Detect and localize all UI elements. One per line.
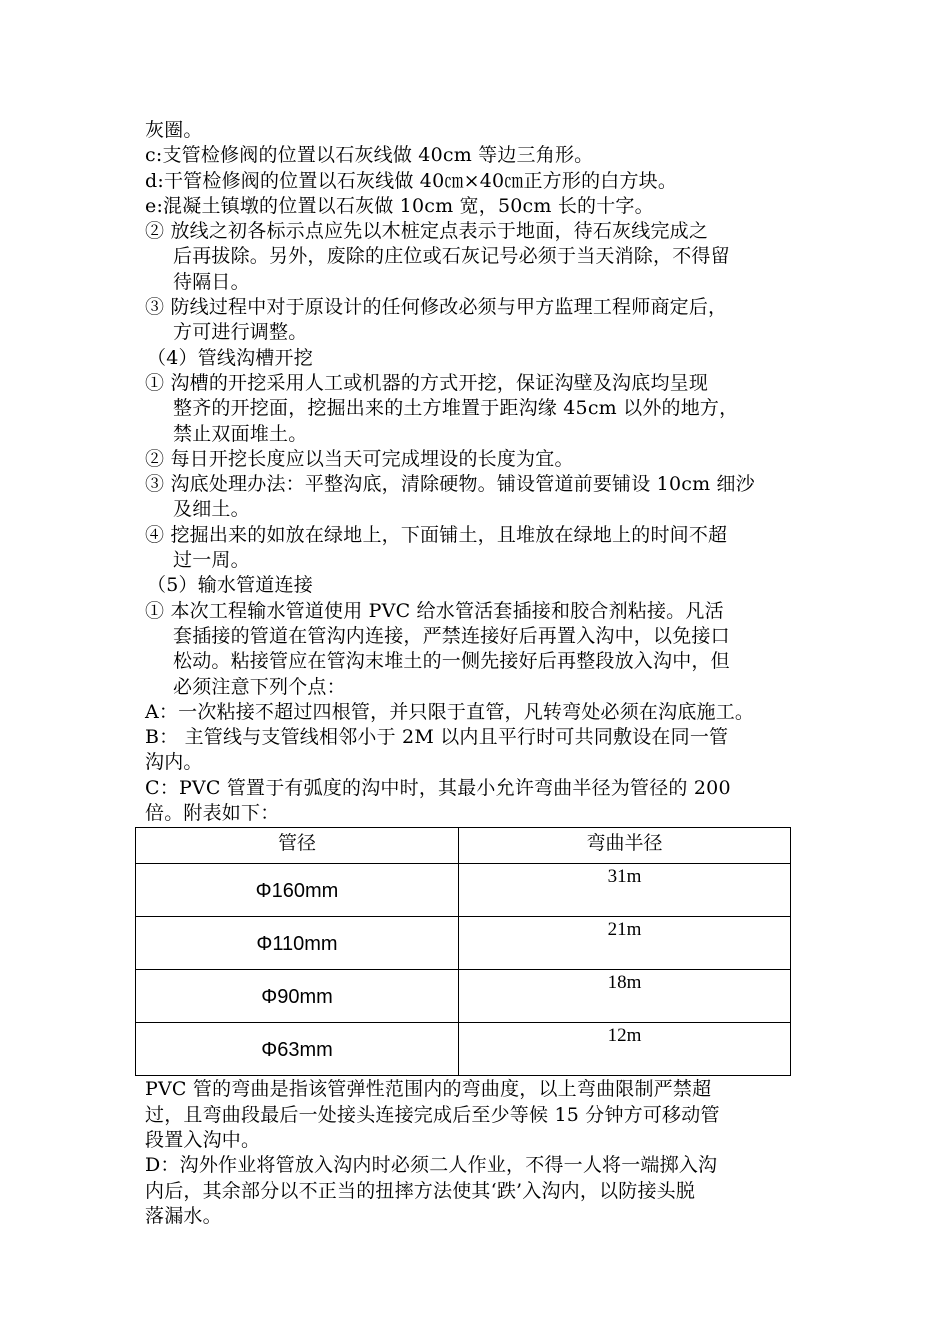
cell-diameter: Φ90mm	[136, 970, 459, 1023]
text-line: ① 本次工程输水管道使用 PVC 给水管活套插接和胶合剂粘接。凡活	[145, 599, 724, 622]
text-line: 段置入沟中。	[145, 1128, 261, 1151]
table-row	[136, 864, 791, 917]
text-line: ④ 挖掘出来的如放在绿地上，下面铺土，且堆放在绿地上的时间不超	[145, 523, 728, 546]
text-block-after-table	[145, 1077, 825, 1229]
text-line: ② 放线之初各标示点应先以木桩定点表示于地面，待石灰线完成之	[145, 220, 709, 243]
bend-radius-table	[135, 827, 791, 1076]
text-line: 落漏水。	[145, 1204, 222, 1227]
table-header-row	[136, 828, 791, 864]
text-line: 及细土。	[173, 498, 250, 521]
text-line: 倍。附表如下：	[145, 802, 280, 825]
text-line: 后再拔除。另外，废除的庄位或石灰记号必须于当天消除，不得留	[173, 245, 730, 268]
section-heading: （5）输水管道连接	[147, 574, 313, 597]
cell-radius: 12m	[459, 1023, 791, 1076]
cell-radius: 21m	[459, 917, 791, 970]
cell-diameter: Φ63mm	[136, 1023, 459, 1076]
table-row	[136, 917, 791, 970]
cell-diameter: Φ110mm	[136, 917, 459, 970]
text-line: C：PVC 管置于有弧度的沟中时，其最小允许弯曲半径为管径的 200	[145, 776, 731, 799]
text-line: PVC 管的弯曲是指该管弹性范围内的弯曲度，以上弯曲限制严禁超	[145, 1078, 712, 1101]
text-line: A：一次粘接不超过四根管，并只限于直管，凡转弯处必须在沟底施工。	[145, 700, 755, 723]
text-line: 沟内。	[145, 751, 203, 774]
text-line: 必须注意下列个点：	[173, 675, 346, 698]
cell-radius: 18m	[459, 970, 791, 1023]
text-line: 整齐的开挖面，挖掘出来的土方堆置于距沟缘 45cm 以外的地方，	[173, 397, 739, 420]
text-line: 过一周。	[173, 549, 250, 572]
table-row	[136, 1023, 791, 1076]
text-line: 待隔日。	[173, 270, 250, 293]
text-line: ③ 沟底处理办法：平整沟底，清除硬物。铺设管道前要铺设 10cm 细沙	[145, 473, 755, 496]
text-line: 松动。粘接管应在管沟末堆土的一侧先接好后再整段放入沟中，但	[173, 650, 730, 673]
text-line: d:干管检修阀的位置以石灰线做 40㎝×40㎝正方形的白方块。	[145, 169, 678, 192]
text-line: 禁止双面堆土。	[173, 422, 308, 445]
text-line: e:混凝土镇墩的位置以石灰做 10cm 宽，50cm 长的十字。	[145, 194, 654, 217]
text-line: 套插接的管道在管沟内连接，严禁连接好后再置入沟中，以免接口	[173, 624, 730, 647]
text-line: 灰圈。	[145, 119, 203, 141]
text-line: ① 沟槽的开挖采用人工或机器的方式开挖，保证沟壁及沟底均呈现	[145, 371, 709, 394]
text-line: 过，且弯曲段最后一处接头连接完成后至少等候 15 分钟方可移动管	[145, 1103, 720, 1126]
text-line: 方可进行调整。	[173, 321, 308, 344]
text-line: D：沟外作业将管放入沟内时必须二人作业，不得一人将一端掷入沟	[145, 1154, 718, 1177]
text-line: B： 主管线与支管线相邻小于 2M 以内且平行时可共同敷设在同一管	[145, 726, 729, 749]
cell-diameter: Φ160mm	[136, 864, 459, 917]
table-row	[136, 970, 791, 1023]
document-page	[145, 118, 825, 1229]
cell-radius: 31m	[459, 864, 791, 917]
text-line: 内后，其余部分以不正当的扭摔方法使其‘跌’入沟内，以防接头脱	[145, 1179, 696, 1202]
text-line: c:支管检修阀的位置以石灰线做 40cm 等边三角形。	[145, 144, 594, 167]
text-line: ② 每日开挖长度应以当天可完成埋设的长度为宜。	[145, 447, 574, 470]
section-heading: （4）管线沟槽开挖	[147, 346, 313, 369]
text-block-before-table	[145, 118, 825, 826]
header-diameter: 管径	[136, 828, 459, 864]
header-bend-radius: 弯曲半径	[459, 828, 791, 864]
text-line: ③ 防线过程中对于原设计的任何修改必须与甲方监理工程师商定后，	[145, 296, 728, 319]
